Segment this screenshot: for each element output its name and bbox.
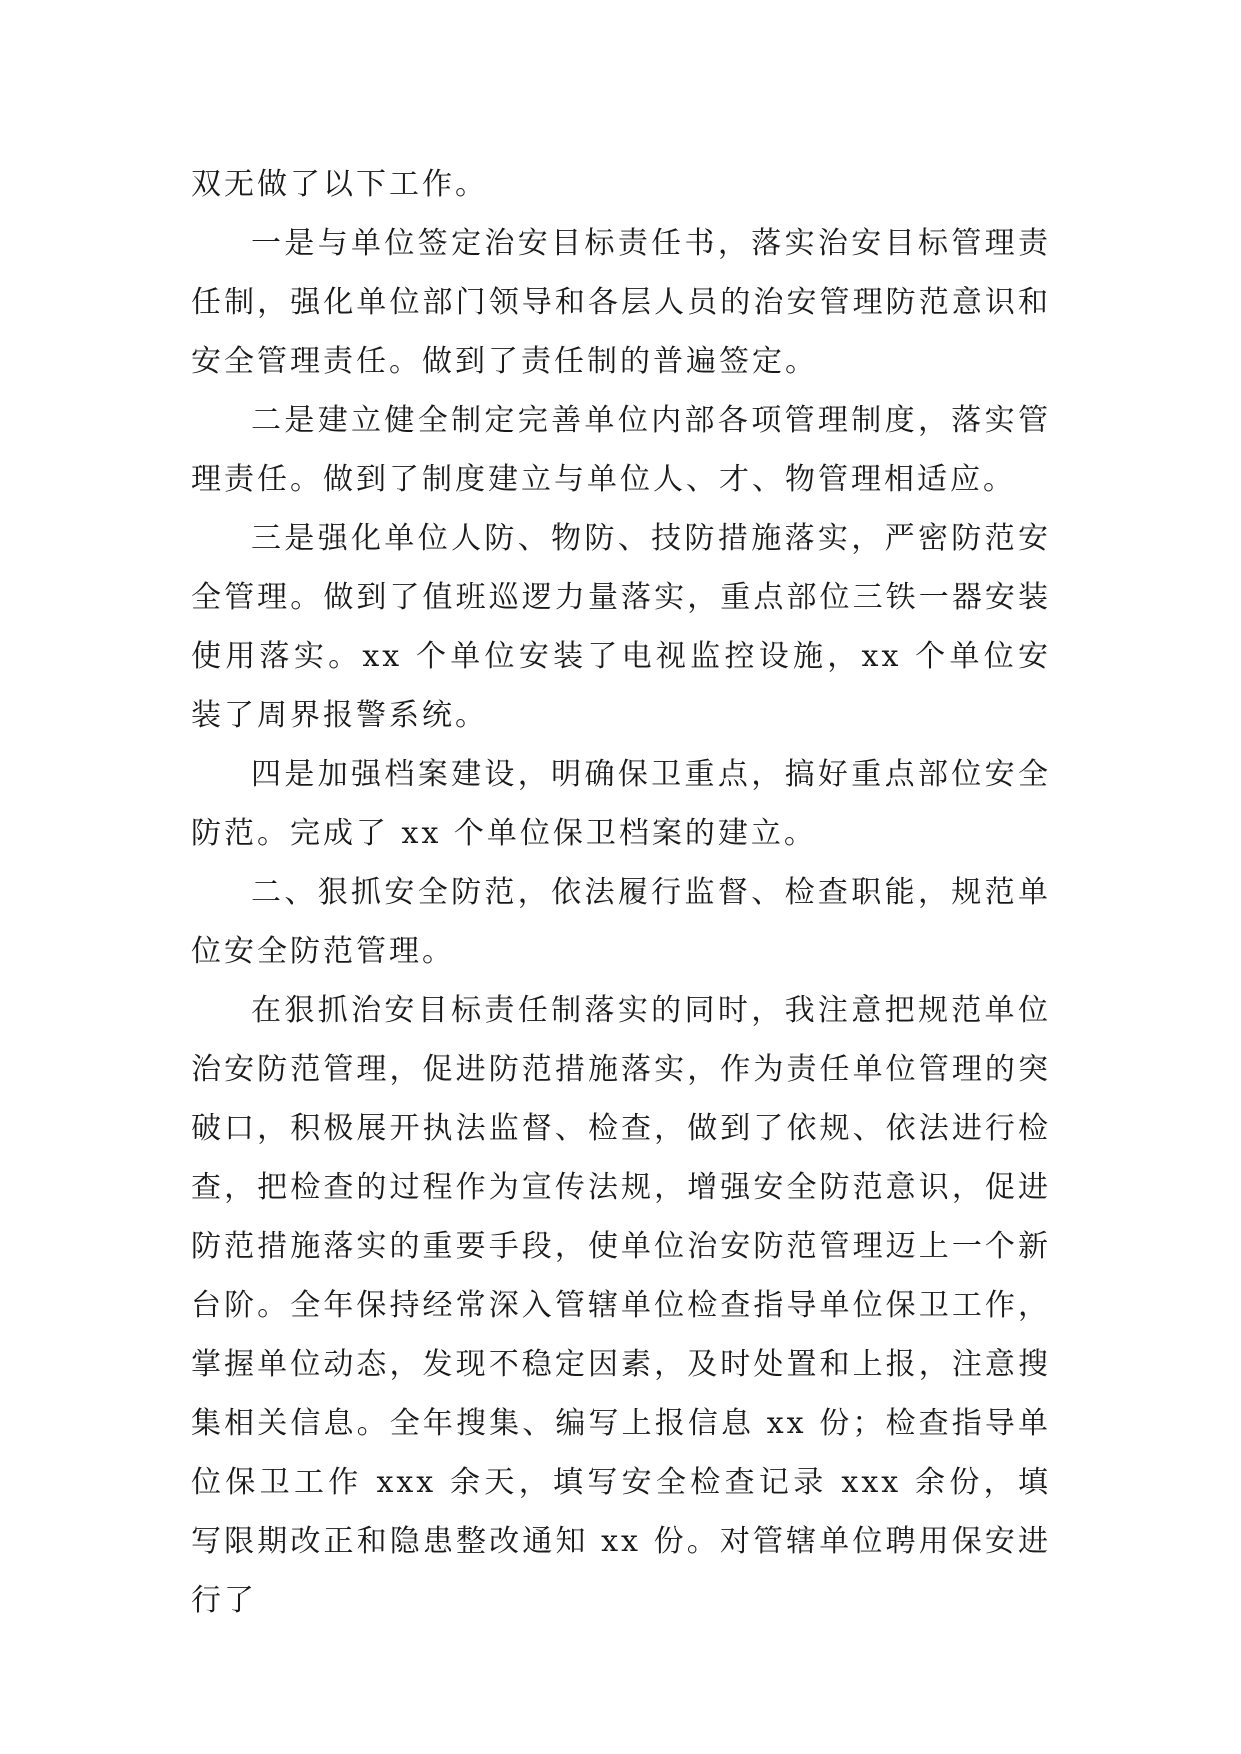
paragraph-body: 在狠抓治安目标责任制落实的同时，我注意把规范单位治安防范管理，促进防范措施落实，作为责任单位管理的突破口，积极展开执法监督、检查，做到了依规、依法进行检查，把检查的过程作为宣传法规，增强安全防范意识，促进防范措施落实的重要手段，使单位治安防范管理迈上一个新台阶。全年保持经常深入管辖单位检查指导单位保卫工作，掌握单位动态，发现不稳定因素，及时处置和上报，注意搜集相关信息。全年搜集、编写上报信息 xx 份；检查指导单位保卫工作 xxx 余天，填写安全检查记录 xxx 余份，填写限期改正和隐患整改通知 xx 份。对管辖单位聘用保安进行了 (191, 993, 1051, 1618)
paragraph-item-2: 二是建立健全制定完善单位内部各项管理制度，落实管理责任。做到了制度建立与单位人、才、物管理相适应。 (191, 403, 1051, 497)
paragraph-item-4: 四是加强档案建设，明确保卫重点，搞好重点部位安全防范。完成了 xx 个单位保卫档案的建立。 (191, 757, 1051, 851)
section-heading: 二、狠抓安全防范，依法履行监督、检查职能，规范单位安全防范管理。 (191, 875, 1051, 969)
paragraph-item-3: 三是强化单位人防、物防、技防措施落实，严密防范安全管理。做到了值班巡逻力量落实，重点部位三铁一器安装使用落实。xx 个单位安装了电视监控设施，xx 个单位安装了周界报警系统。 (191, 521, 1051, 733)
paragraph-item-1: 一是与单位签定治安目标责任书，落实治安目标管理责任制，强化单位部门领导和各层人员的治安管理防范意识和安全管理责任。做到了责任制的普遍签定。 (191, 226, 1051, 379)
paragraph-continuation: 双无做了以下工作。 (191, 167, 488, 202)
document-body (191, 155, 1051, 1630)
